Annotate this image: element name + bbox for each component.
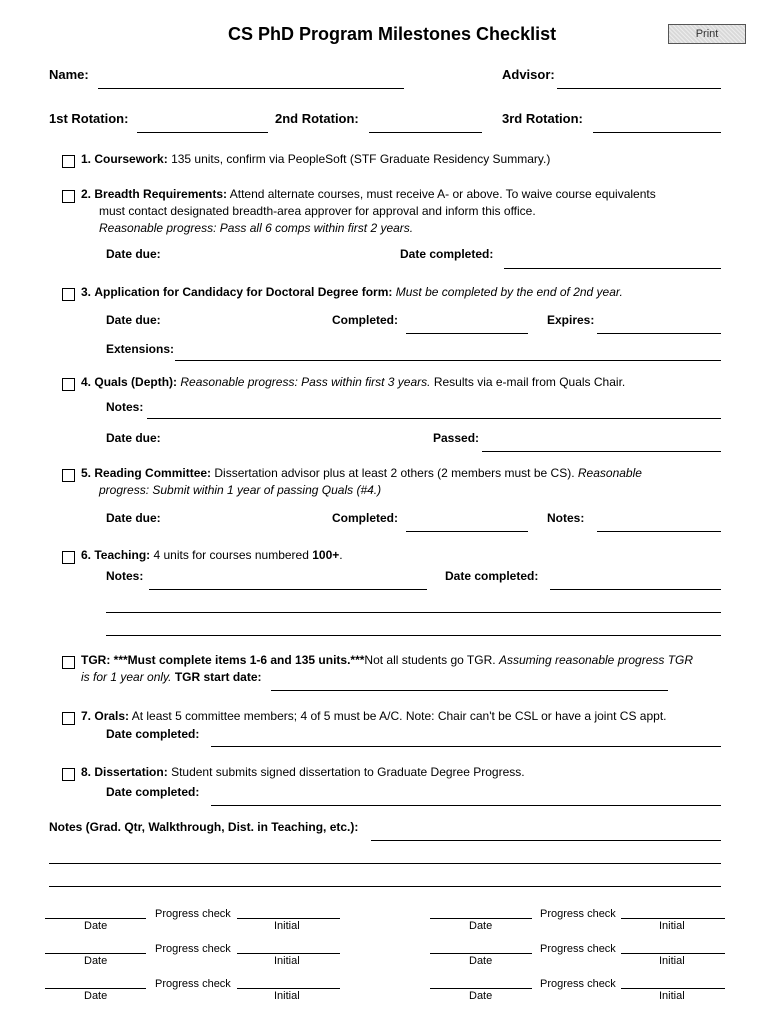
notes-field[interactable]: [371, 840, 721, 841]
progress-check-2-date-field[interactable]: [45, 953, 146, 954]
orals-title: Orals:: [94, 709, 130, 723]
teaching-period: .: [339, 548, 343, 562]
quals-notes-field[interactable]: [147, 418, 721, 419]
candidacy-number: 3.: [81, 285, 92, 299]
teaching-title: Teaching:: [94, 548, 151, 562]
candidacy-date-due-label: Date due:: [106, 313, 161, 327]
dissertation-date-completed-field[interactable]: [211, 805, 721, 806]
reading-checkbox[interactable]: [62, 469, 75, 482]
candidacy-expires-label: Expires:: [547, 313, 595, 327]
advisor-field[interactable]: [557, 88, 721, 89]
progress-check-4-label: Progress check: [540, 908, 616, 920]
tgr-title: TGR:: [81, 653, 111, 667]
tgr-checkbox[interactable]: [62, 656, 75, 669]
orals-text: At least 5 committee members; 4 of 5 must be A/C. Note: Chair can't be CSL or have a joint CS appt.: [131, 709, 667, 723]
teaching-text: 4 units for courses numbered: [153, 548, 309, 562]
breadth-date-due-label: Date due:: [106, 247, 161, 261]
progress-check-4-initial-field[interactable]: [621, 918, 725, 919]
reading-date-due-label: Date due:: [106, 511, 161, 525]
breadth-date-completed-label: Date completed:: [400, 247, 494, 261]
tgr-row-2: [81, 670, 262, 684]
print-button[interactable]: Print: [668, 24, 746, 44]
progress-check-6-date-label: Date: [469, 990, 493, 1002]
rotation1-field[interactable]: [137, 132, 268, 133]
quals-passed-field[interactable]: [482, 451, 721, 452]
breadth-progress: Reasonable progress: Pass all 6 comps within first 2 years.: [99, 221, 414, 235]
advisor-label: Advisor:: [502, 67, 555, 82]
coursework-row: [81, 152, 550, 166]
reading-notes-label: Notes:: [547, 511, 585, 525]
teaching-notes-line-3[interactable]: [106, 635, 721, 636]
breadth-text1: Attend alternate courses, must receive A- or above. To waive course equivalents: [229, 187, 656, 201]
reading-completed-label: Completed:: [332, 511, 398, 525]
candidacy-extensions-label: Extensions:: [106, 342, 175, 356]
progress-check-3-initial-field[interactable]: [237, 988, 340, 989]
progress-check-6-date-field[interactable]: [430, 988, 532, 989]
candidacy-expires-field[interactable]: [597, 333, 721, 334]
coursework-number: 1.: [81, 152, 92, 166]
candidacy-note: Must be completed by the end of 2nd year.: [395, 285, 623, 299]
progress-check-1-initial-label: Initial: [274, 920, 300, 932]
teaching-notes-label: Notes:: [106, 569, 144, 583]
progress-check-4-date-field[interactable]: [430, 918, 532, 919]
quals-title: Quals (Depth):: [94, 375, 178, 389]
progress-check-1-label: Progress check: [155, 908, 231, 920]
progress-check-5-date-field[interactable]: [430, 953, 532, 954]
reading-number: 5.: [81, 466, 92, 480]
quals-number: 4.: [81, 375, 92, 389]
rotation2-field[interactable]: [369, 132, 482, 133]
progress-check-2-label: Progress check: [155, 943, 231, 955]
breadth-checkbox[interactable]: [62, 190, 75, 203]
notes-line-3[interactable]: [49, 886, 721, 887]
rotation3-label: 3rd Rotation:: [502, 111, 583, 126]
progress-check-2-initial-field[interactable]: [237, 953, 340, 954]
breadth-row: [81, 187, 656, 201]
progress-check-4-initial-label: Initial: [659, 920, 685, 932]
reading-completed-field[interactable]: [406, 531, 528, 532]
quals-row: [81, 375, 625, 389]
quals-checkbox[interactable]: [62, 378, 75, 391]
breadth-title: Breadth Requirements:: [94, 187, 228, 201]
progress-check-3-label: Progress check: [155, 978, 231, 990]
reading-text: Dissertation advisor plus at least 2 others (2 members must be CS).: [214, 466, 575, 480]
quals-date-due-label: Date due:: [106, 431, 161, 445]
breadth-number: 2.: [81, 187, 92, 201]
coursework-title: Coursework:: [94, 152, 168, 166]
reading-title: Reading Committee:: [94, 466, 212, 480]
coursework-text: 135 units, confirm via PeopleSoft (STF Graduate Residency Summary.): [171, 152, 551, 166]
candidacy-title: Application for Candidacy for Doctoral Degree form:: [94, 285, 393, 299]
progress-check-1-initial-field[interactable]: [237, 918, 340, 919]
progress-check-6-initial-label: Initial: [659, 990, 685, 1002]
progress-check-1-date-label: Date: [84, 920, 108, 932]
name-field[interactable]: [98, 88, 404, 89]
orals-date-completed-label: Date completed:: [106, 727, 200, 741]
dissertation-checkbox[interactable]: [62, 768, 75, 781]
name-label: Name:: [49, 67, 89, 82]
orals-row: [81, 709, 666, 723]
progress-check-3-initial-label: Initial: [274, 990, 300, 1002]
quals-progress: Reasonable progress: Pass within first 3 years.: [180, 375, 431, 389]
notes-line-2[interactable]: [49, 863, 721, 864]
teaching-row: [81, 548, 343, 562]
tgr-start-field[interactable]: [271, 690, 668, 691]
progress-check-1-date-field[interactable]: [45, 918, 146, 919]
teaching-number: 6.: [81, 548, 92, 562]
rotation2-label: 2nd Rotation:: [275, 111, 359, 126]
candidacy-completed-field[interactable]: [406, 333, 528, 334]
teaching-date-completed-field[interactable]: [550, 589, 721, 590]
reading-notes-field[interactable]: [597, 531, 721, 532]
progress-check-2-date-label: Date: [84, 955, 108, 967]
page-title: CS PhD Program Milestones Checklist: [228, 24, 557, 44]
teaching-date-completed-label: Date completed:: [445, 569, 539, 583]
progress-check-5-label: Progress check: [540, 943, 616, 955]
dissertation-date-completed-label: Date completed:: [106, 785, 200, 799]
progress-check-2-initial-label: Initial: [274, 955, 300, 967]
breadth-date-completed-field[interactable]: [504, 268, 721, 269]
dissertation-title: Dissertation:: [94, 765, 168, 779]
orals-checkbox[interactable]: [62, 712, 75, 725]
dissertation-row: [81, 765, 525, 779]
candidacy-extensions-field[interactable]: [175, 360, 721, 361]
progress-check-5-initial-field[interactable]: [621, 953, 725, 954]
quals-passed-label: Passed:: [433, 431, 480, 445]
progress-check-3-date-field[interactable]: [45, 988, 146, 989]
tgr-must: ***Must complete items 1-6 and 135 units.***: [113, 653, 365, 667]
candidacy-checkbox[interactable]: [62, 288, 75, 301]
reading-progress2: progress: Submit within 1 year of passing Quals (#4.): [99, 483, 382, 497]
tgr-start-label: TGR start date:: [174, 670, 262, 684]
tgr-text: Not all students go TGR.: [364, 653, 496, 667]
teaching-bold-num: 100+: [312, 548, 340, 562]
orals-date-completed-field[interactable]: [211, 746, 721, 747]
candidacy-row: [81, 285, 623, 299]
rotation3-field[interactable]: [593, 132, 721, 133]
teaching-notes-field[interactable]: [149, 589, 427, 590]
tgr-assume1: Assuming reasonable progress TGR: [498, 653, 694, 667]
progress-check-4-date-label: Date: [469, 920, 493, 932]
progress-check-6-label: Progress check: [540, 978, 616, 990]
notes-label: Notes (Grad. Qtr, Walkthrough, Dist. in Teaching, etc.):: [49, 820, 359, 834]
tgr-row: [81, 653, 693, 667]
quals-text: Results via e-mail from Quals Chair.: [433, 375, 626, 389]
reading-progress1: Reasonable: [577, 466, 642, 480]
dissertation-number: 8.: [81, 765, 92, 779]
coursework-checkbox[interactable]: [62, 155, 75, 168]
rotation1-label: 1st Rotation:: [49, 111, 129, 126]
tgr-assume2: is for 1 year only.: [81, 670, 172, 684]
reading-row: [81, 466, 642, 480]
dissertation-text: Student submits signed dissertation to Graduate Degree Progress.: [171, 765, 525, 779]
candidacy-completed-label: Completed:: [332, 313, 398, 327]
breadth-text2: must contact designated breadth-area approver for approval and inform this office.: [99, 204, 536, 218]
teaching-checkbox[interactable]: [62, 551, 75, 564]
progress-check-6-initial-field[interactable]: [621, 988, 725, 989]
orals-number: 7.: [81, 709, 92, 723]
progress-check-3-date-label: Date: [84, 990, 108, 1002]
quals-notes-label: Notes:: [106, 400, 144, 414]
teaching-notes-line-2[interactable]: [106, 612, 721, 613]
progress-check-5-initial-label: Initial: [659, 955, 685, 967]
progress-check-5-date-label: Date: [469, 955, 493, 967]
